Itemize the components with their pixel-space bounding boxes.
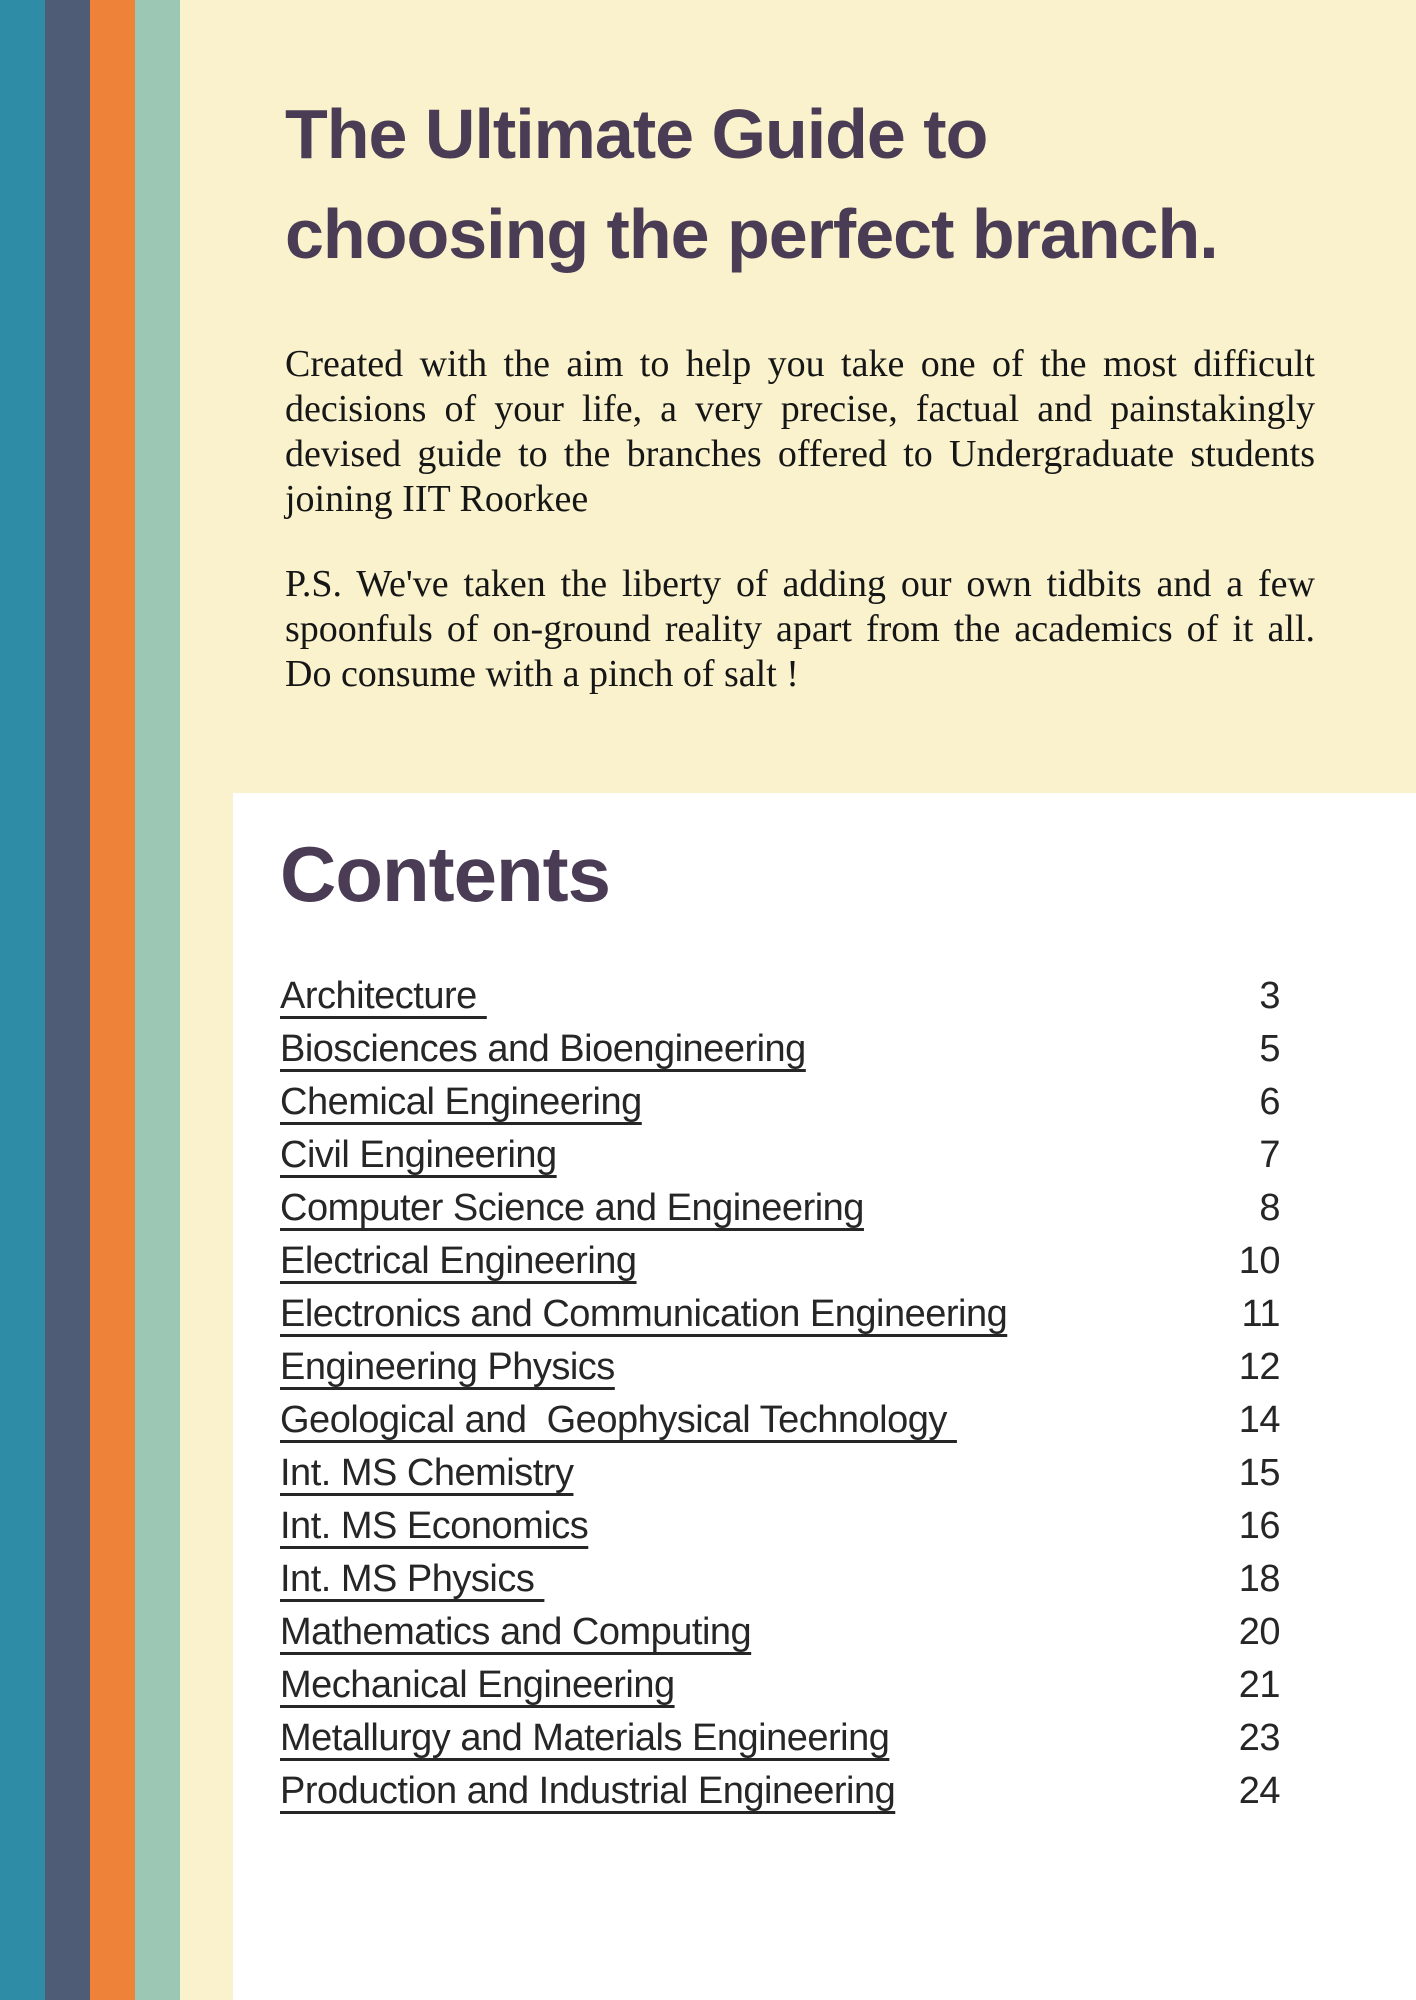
toc-page-number: 18 (1238, 1558, 1280, 1600)
left-stripe-slate (45, 0, 90, 2000)
left-stripe-sage (135, 0, 180, 2000)
page-title (285, 84, 1400, 284)
toc-row (280, 1765, 1280, 1818)
table-of-contents (280, 970, 1280, 1818)
toc-link[interactable]: Mechanical Engineering (280, 1664, 675, 1706)
toc-link[interactable]: Engineering Physics (280, 1346, 615, 1388)
toc-link[interactable]: Biosciences and Bioengineering (280, 1028, 806, 1070)
toc-page-number: 6 (1259, 1081, 1280, 1123)
toc-link[interactable]: Production and Industrial Engineering (280, 1770, 896, 1812)
toc-link[interactable]: Electrical Engineering (280, 1240, 637, 1282)
toc-page-number: 24 (1238, 1770, 1280, 1812)
intro-paragraph: Created with the aim to help you take one of the most difficult decisions of your life, a very precise, factual and painstakingly devised guide to the branches offered to Undergraduate students joining IIT Roorkee (285, 343, 1315, 520)
contents-heading: Contents (280, 830, 610, 918)
toc-page-number: 16 (1238, 1505, 1280, 1547)
toc-row (280, 1023, 1280, 1076)
toc-link[interactable]: Int. MS Chemistry (280, 1452, 574, 1494)
page-title-line-2: choosing the perfect branch. (285, 195, 1218, 273)
toc-link[interactable]: Geological and Geophysical Technology (280, 1399, 957, 1441)
toc-row (280, 1288, 1280, 1341)
toc-row (280, 1182, 1280, 1235)
toc-page-number: 14 (1238, 1399, 1280, 1441)
page-title-line-1: The Ultimate Guide to (285, 95, 988, 173)
toc-link[interactable]: Chemical Engineering (280, 1081, 642, 1123)
toc-row (280, 1553, 1280, 1606)
toc-page-number: 12 (1238, 1346, 1280, 1388)
toc-page-number: 11 (1241, 1293, 1280, 1335)
toc-row (280, 1235, 1280, 1288)
toc-link[interactable]: Metallurgy and Materials Engineering (280, 1717, 890, 1759)
toc-page-number: 5 (1259, 1028, 1280, 1070)
toc-page-number: 15 (1238, 1452, 1280, 1494)
toc-row (280, 1712, 1280, 1765)
toc-link[interactable]: Mathematics and Computing (280, 1611, 752, 1653)
toc-row (280, 1659, 1280, 1712)
ps-paragraph: P.S. We've taken the liberty of adding our own tidbits and a few spoonfuls of on-ground reality apart from the academics of it all. Do consume with a pinch of salt ! (285, 563, 1315, 695)
toc-page-number: 8 (1259, 1187, 1280, 1229)
toc-page-number: 20 (1238, 1611, 1280, 1653)
intro-block (285, 342, 1315, 697)
toc-page-number: 21 (1238, 1664, 1280, 1706)
toc-page-number: 3 (1259, 975, 1280, 1017)
toc-link[interactable]: Civil Engineering (280, 1134, 557, 1176)
toc-row (280, 1076, 1280, 1129)
toc-link[interactable]: Electronics and Communication Engineering (280, 1293, 1008, 1335)
toc-page-number: 7 (1259, 1134, 1280, 1176)
toc-row (280, 1341, 1280, 1394)
toc-link[interactable]: Architecture (280, 975, 487, 1017)
toc-row (280, 1394, 1280, 1447)
left-stripe-orange (90, 0, 135, 2000)
toc-row (280, 1447, 1280, 1500)
toc-page-number: 23 (1238, 1717, 1280, 1759)
toc-row (280, 970, 1280, 1023)
toc-row (280, 1129, 1280, 1182)
toc-link[interactable]: Int. MS Economics (280, 1505, 589, 1547)
toc-page-number: 10 (1238, 1240, 1280, 1282)
toc-row (280, 1606, 1280, 1659)
left-stripe-teal (0, 0, 45, 2000)
toc-link[interactable]: Computer Science and Engineering (280, 1187, 864, 1229)
toc-row (280, 1500, 1280, 1553)
toc-link[interactable]: Int. MS Physics (280, 1558, 545, 1600)
